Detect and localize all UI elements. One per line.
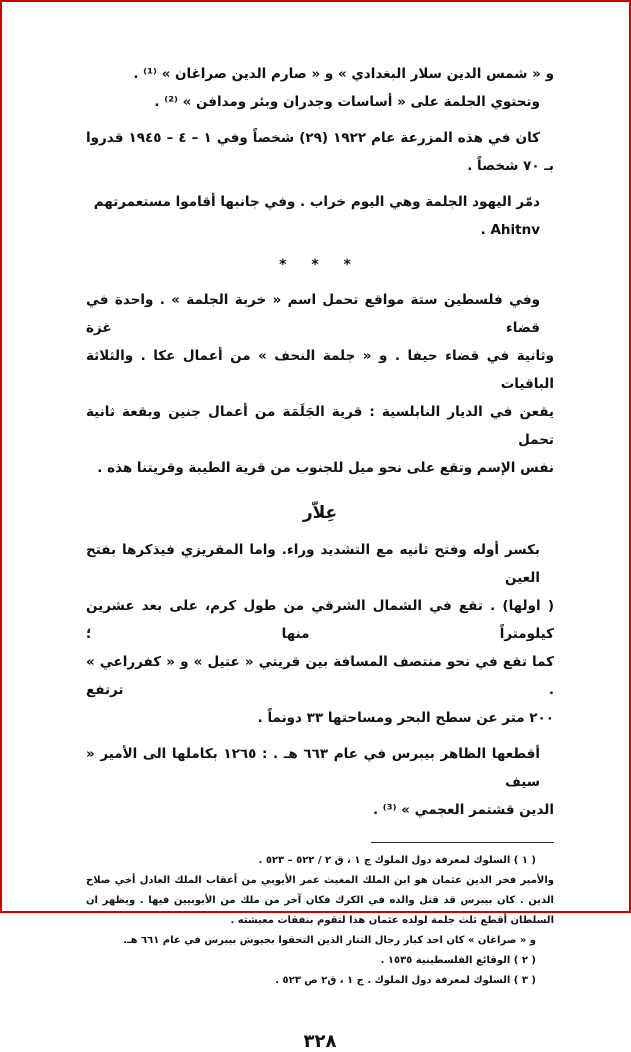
text-line: دمّر اليهود الجلمة وهي اليوم خراب . وفي جانبها أقاموا مستعمرتهم Ahitnv . [93,194,540,238]
text-line: ٢٠٠ متر عن سطح البحر ومساحتها ٣٣ دونماً . [257,710,554,726]
text-line: كما تقع في نحو منتصف المسافة بين قريتي « عتيل » و « كفرراعي » . ترتفع [86,654,554,698]
text-line: يقعن في الديار النابلسية : قرية الجَلَمَة من أعمال جنين وبقعة ثانية تحمل [86,404,554,448]
footnote-divider [371,842,554,843]
text-line: الدين قشتمر العجمي » ⁽³⁾ . [372,802,554,818]
section-separator: * * * [279,257,361,273]
text-line: بكسر أوله وفتح ثانيه مع التشديد وراء. واما المقريزي فيذكرها بفتح العين [86,542,540,586]
text-line: وتحتوي الجلمة على « أساسات وجدران وبئر ومدافن » ⁽²⁾ . [154,94,540,110]
page-number: ٣٢٨ [303,1031,337,1052]
text-line: وفي فلسطين ستة مواقع تحمل اسم « خربة الجلمة » . واحدة في قضاء غزة [86,292,540,336]
text-line: ( اولها) . تقع في الشمال الشرقي من طول كرم، على بعد عشرين كيلومتراً منها ؛ [86,598,554,642]
text-line: كان في هذه المزرعة عام ١٩٢٢ (٢٩) شخصاً وفي ١ – ٤ – ١٩٤٥ قدروا [86,130,540,146]
text-line: بـ ٧٠ شخصاً . [467,158,554,174]
text-line: وثانية في قضاء حيفا . و « جلمة النحف » من أعمال عكا . والثلاثة الباقيات [86,348,554,392]
text-line: نفس الإسم وتقع على نحو ميل للجنوب من قرية الطيبة وقريتنا هذه . [97,460,554,476]
footnote: و « صراغان » كان احد كبار رجال التتار الذين التحقوا بجيوش بيبرس في عام ٦٦١ هـ. [123,935,536,946]
text-line: و « شمس الدين سلار البغدادي » و « صارم الدين صراغان » ⁽¹⁾ . [133,66,554,82]
footnote: السلطان أقطع ثلث جلمة لولده عثمان هذا لتقوم بنفقات معيشته . [230,915,554,926]
footnote: الدين . كان بيبرس قد قتل والده في الكرك فكان آخر من ملك من الأيوبيين فيها . ويظهر ان [86,895,554,906]
footnote: ( ٢ ) الوقائع الفلسطينية ١٥٣٥ . [380,955,536,966]
footnote: والأمير فخر الدين عثمان هو ابن الملك المغيث عمر الأيوبي من أعقاب الملك العادل أخي صلاح [86,875,554,886]
page-content [86,60,554,1052]
text-line: أقطعها الظاهر بيبرس في عام ٦٦٣ هـ . : ١٢٦٥ بكاملها الى الأمير « سيف [86,746,540,790]
footnote: ( ٣ ) السلوك لمعرفة دول الملوك . ج ١ ، ق٢ ص ٥٢٣ . [275,975,536,986]
footnote: ( ١ ) السلوك لمعرفة دول الملوك ج ١ ، ق ٢ / ٥٢٢ – ٥٢٣ . [258,855,536,866]
section-heading: عِلاّر [302,503,338,523]
